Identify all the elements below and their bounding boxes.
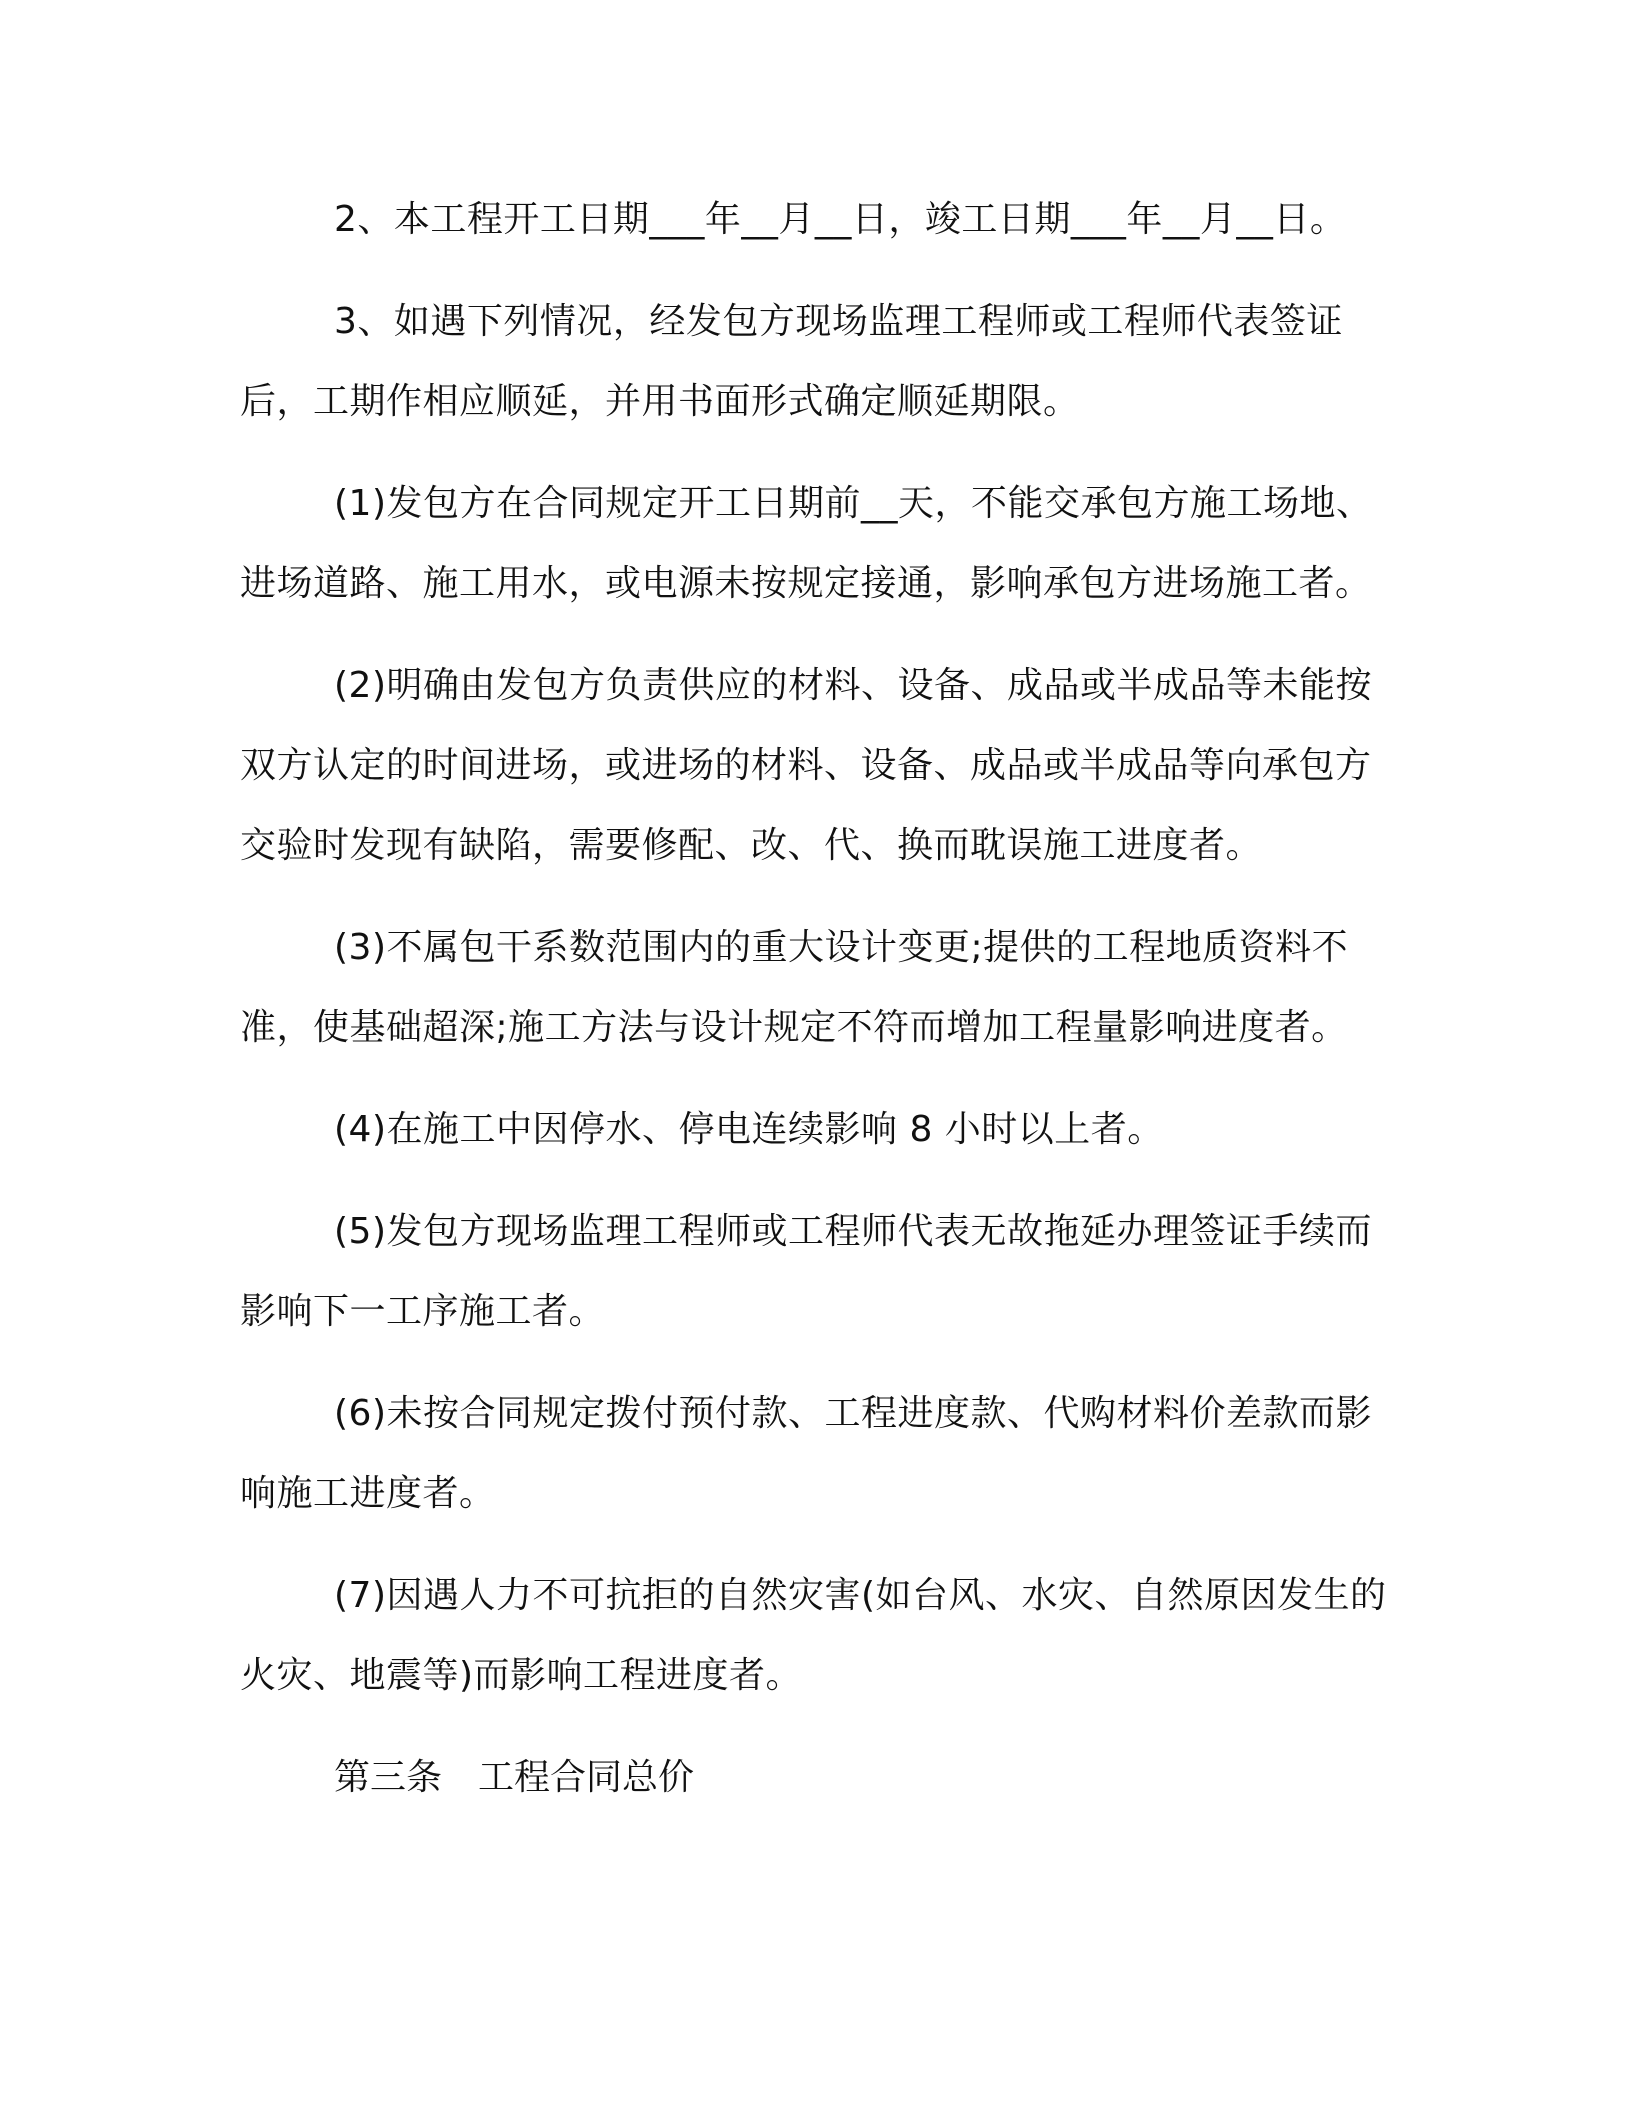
paragraph-item-1: (1)发包方在合同规定开工日期前__天，不能交承包方施工场地、进场道路、施工用水，或电源未按规定接通，影响承包方进场施工者。 — [240, 483, 1373, 604]
paragraph-extension-conditions: 3、如遇下列情况，经发包方现场监理工程师或工程师代表签证后，工期作相应顺延，并用书面形式确定顺延期限。 — [240, 301, 1343, 422]
paragraph-item-5: (5)发包方现场监理工程师或工程师代表无故拖延办理签证手续而影响下一工序施工者。 — [240, 1211, 1372, 1332]
document-body — [240, 180, 1390, 1818]
paragraph-item-3: (3)不属包干系数范围内的重大设计变更;提供的工程地质资料不准，使基础超深;施工方法与设计规定不符而增加工程量影响进度者。 — [240, 927, 1349, 1048]
paragraph-item-6: (6)未按合同规定拨付预付款、工程进度款、代购材料价差款而影响施工进度者。 — [240, 1393, 1372, 1514]
paragraph-completion-dates: 2、本工程开工日期___年__月__日，竣工日期___年__月__日。 — [334, 199, 1347, 240]
paragraph-item-2: (2)明确由发包方负责供应的材料、设备、成品或半成品等未能按双方认定的时间进场，或进场的材料、设备、成品或半成品等向承包方交验时发现有缺陷，需要修配、改、代、换而耽误施工进度者。 — [240, 665, 1372, 866]
section-heading: 第三条 工程合同总价 — [334, 1757, 695, 1798]
paragraph-item-4: (4)在施工中因停水、停电连续影响 8 小时以上者。 — [334, 1109, 1164, 1150]
paragraph-item-7: (7)因遇人力不可抗拒的自然灾害(如台风、水灾、自然原因发生的火灾、地震等)而影响工程进度者。 — [240, 1575, 1387, 1696]
